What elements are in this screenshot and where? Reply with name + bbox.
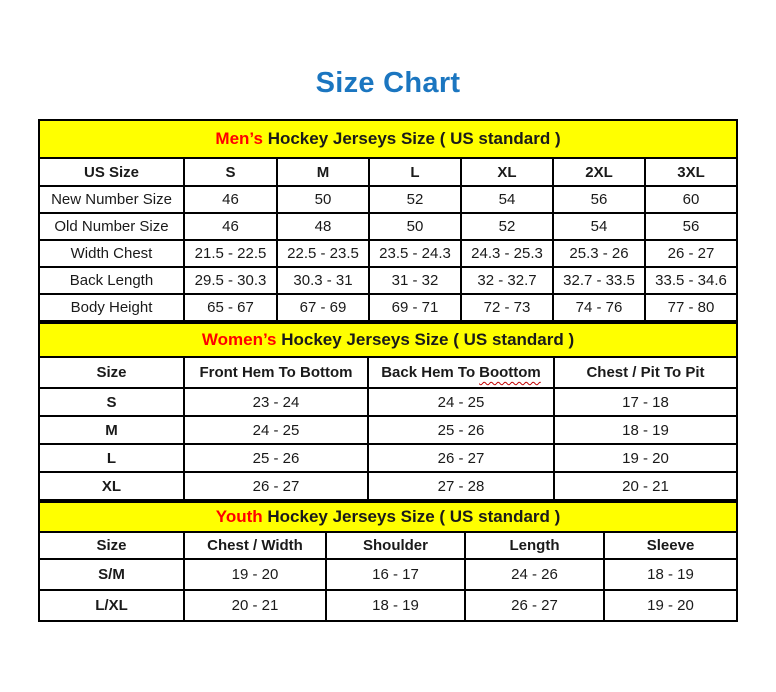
size-value-cell: 24 - 26: [465, 559, 604, 590]
table-row: [39, 472, 737, 500]
youth-column-header-length: Length: [465, 532, 604, 559]
size-value-cell: 18 - 19: [604, 559, 737, 590]
size-value-cell: 20 - 21: [184, 590, 326, 621]
womens-column-header-back-hem: [368, 357, 554, 388]
womens-size-table: [38, 322, 738, 501]
size-value-cell: 52: [461, 213, 553, 240]
mens-column-header-m: M: [277, 158, 369, 186]
womens-column-header-size: Size: [39, 357, 184, 388]
size-value-cell: 26 - 27: [184, 472, 368, 500]
size-value-cell: 23 - 24: [184, 388, 368, 416]
size-value-cell: 21.5 - 22.5: [184, 240, 277, 267]
size-value-cell: 25 - 26: [368, 416, 554, 444]
row-label: New Number Size: [39, 186, 184, 213]
size-value-cell: 26 - 27: [465, 590, 604, 621]
row-label: L: [39, 444, 184, 472]
size-value-cell: 52: [369, 186, 461, 213]
womens-section-header-accent: Women’s: [201, 330, 277, 349]
back-hem-prefix: Back Hem To: [381, 364, 476, 381]
size-value-cell: 24 - 25: [184, 416, 368, 444]
youth-column-header-sleeve: Sleeve: [604, 532, 737, 559]
table-row: [39, 444, 737, 472]
size-value-cell: 54: [553, 213, 645, 240]
page-title: Size Chart: [315, 67, 461, 99]
row-label: S/M: [39, 559, 184, 590]
size-value-cell: 20 - 21: [554, 472, 737, 500]
youth-column-header-shoulder: Shoulder: [326, 532, 465, 559]
womens-section-header-rest: Hockey Jerseys Size ( US standard ): [276, 330, 575, 349]
size-value-cell: 32.7 - 33.5: [553, 267, 645, 294]
size-value-cell: 54: [461, 186, 553, 213]
youth-size-table: [38, 501, 738, 622]
size-value-cell: 77 - 80: [645, 294, 737, 321]
size-value-cell: 48: [277, 213, 369, 240]
size-value-cell: 18 - 19: [326, 590, 465, 621]
mens-section-header-rest: Hockey Jerseys Size ( US standard ): [262, 129, 561, 148]
womens-section-header: [39, 323, 737, 357]
size-value-cell: 26 - 27: [368, 444, 554, 472]
size-value-cell: 22.5 - 23.5: [277, 240, 369, 267]
size-value-cell: 25.3 - 26: [553, 240, 645, 267]
size-value-cell: 69 - 71: [369, 294, 461, 321]
mens-column-header-3xl: 3XL: [645, 158, 737, 186]
size-value-cell: 19 - 20: [554, 444, 737, 472]
table-row: [39, 590, 737, 621]
youth-section-header-rest: Hockey Jerseys Size ( US standard ): [262, 507, 561, 526]
size-value-cell: 67 - 69: [277, 294, 369, 321]
mens-column-header-2xl: 2XL: [553, 158, 645, 186]
mens-size-table: [38, 119, 738, 322]
size-value-cell: 19 - 20: [604, 590, 737, 621]
size-value-cell: 17 - 18: [554, 388, 737, 416]
size-value-cell: 23.5 - 24.3: [369, 240, 461, 267]
row-label: Back Length: [39, 267, 184, 294]
size-value-cell: 25 - 26: [184, 444, 368, 472]
size-chart: [38, 119, 736, 622]
youth-section-header-accent: Youth: [215, 507, 263, 526]
mens-column-header-us-size: US Size: [39, 158, 184, 186]
size-value-cell: 30.3 - 31: [277, 267, 369, 294]
mens-column-header-l: L: [369, 158, 461, 186]
size-value-cell: 65 - 67: [184, 294, 277, 321]
youth-column-header-size: Size: [39, 532, 184, 559]
mens-column-header-s: S: [184, 158, 277, 186]
row-label: Body Height: [39, 294, 184, 321]
table-row: [39, 267, 737, 294]
size-value-cell: 60: [645, 186, 737, 213]
size-value-cell: 16 - 17: [326, 559, 465, 590]
mens-section-header-accent: Men’s: [215, 129, 263, 148]
mens-section-header: [39, 120, 737, 158]
womens-column-header-chest: Chest / Pit To Pit: [554, 357, 737, 388]
size-value-cell: 19 - 20: [184, 559, 326, 590]
womens-column-header-front-hem: Front Hem To Bottom: [184, 357, 368, 388]
table-row: [39, 294, 737, 321]
size-value-cell: 46: [184, 186, 277, 213]
size-value-cell: 46: [184, 213, 277, 240]
row-label: S: [39, 388, 184, 416]
size-value-cell: 31 - 32: [369, 267, 461, 294]
size-value-cell: 27 - 28: [368, 472, 554, 500]
size-value-cell: 24.3 - 25.3: [461, 240, 553, 267]
youth-section-header: [39, 502, 737, 532]
size-value-cell: 29.5 - 30.3: [184, 267, 277, 294]
size-value-cell: 56: [553, 186, 645, 213]
size-value-cell: 33.5 - 34.6: [645, 267, 737, 294]
back-hem-misspelled-word: Boottom: [479, 364, 541, 381]
table-row: [39, 186, 737, 213]
size-value-cell: 26 - 27: [645, 240, 737, 267]
size-value-cell: 56: [645, 213, 737, 240]
table-row: [39, 388, 737, 416]
size-value-cell: 50: [277, 186, 369, 213]
size-value-cell: 18 - 19: [554, 416, 737, 444]
row-label: L/XL: [39, 590, 184, 621]
size-value-cell: 72 - 73: [461, 294, 553, 321]
row-label: M: [39, 416, 184, 444]
table-row: [39, 559, 737, 590]
row-label: Old Number Size: [39, 213, 184, 240]
size-value-cell: 50: [369, 213, 461, 240]
youth-column-header-chest-width: Chest / Width: [184, 532, 326, 559]
table-row: [39, 240, 737, 267]
table-row: [39, 416, 737, 444]
size-value-cell: 32 - 32.7: [461, 267, 553, 294]
row-label: XL: [39, 472, 184, 500]
row-label: Width Chest: [39, 240, 184, 267]
table-row: [39, 213, 737, 240]
mens-column-header-xl: XL: [461, 158, 553, 186]
size-value-cell: 24 - 25: [368, 388, 554, 416]
size-value-cell: 74 - 76: [553, 294, 645, 321]
